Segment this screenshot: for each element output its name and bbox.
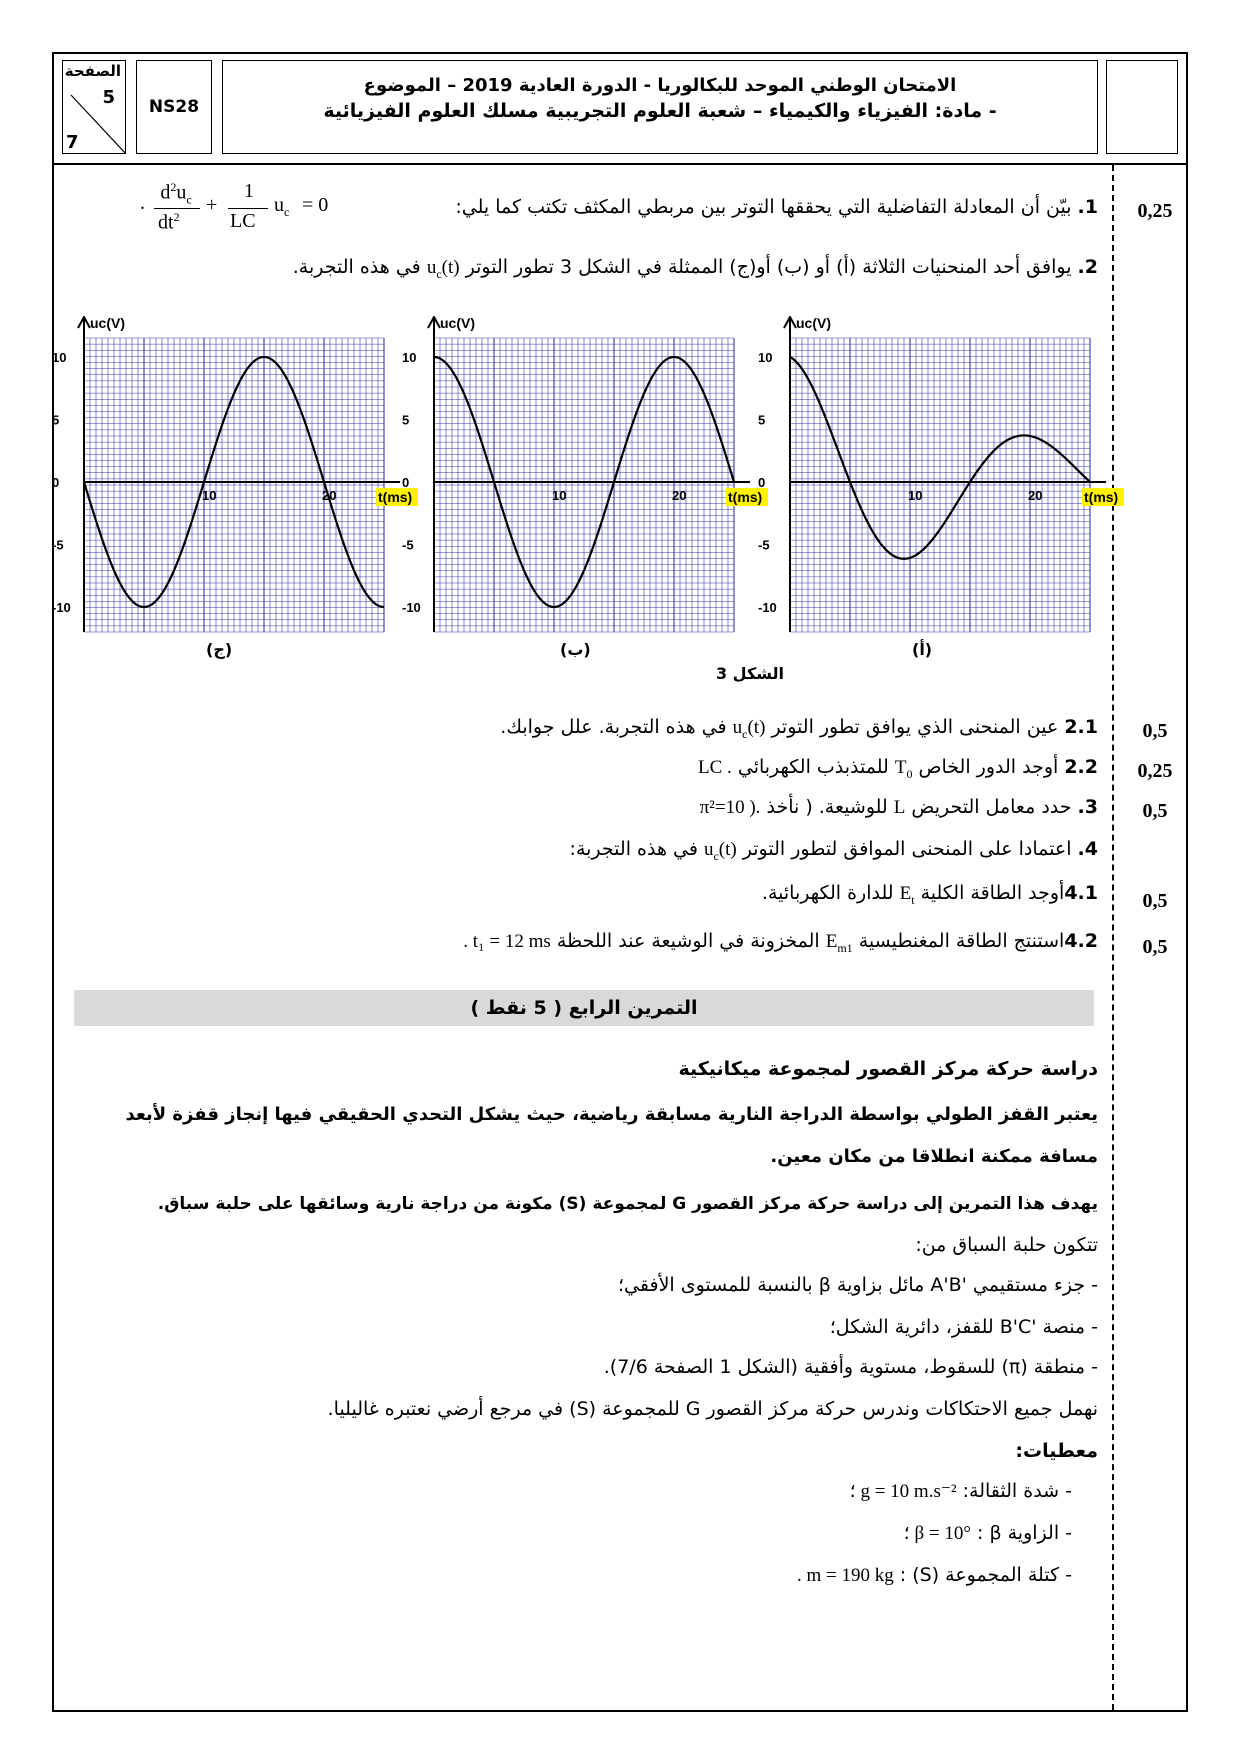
y-tick-label: -10 bbox=[52, 600, 71, 615]
y-tick-label: -5 bbox=[52, 537, 64, 553]
differential-equation: . $d^2u_c$ $dt^2$ + 1 LC $u_c$ = 0 bbox=[140, 180, 329, 234]
q4-number: 4. bbox=[1077, 838, 1098, 860]
x-axis-label: t(ms) bbox=[378, 489, 413, 505]
page-total: 7 bbox=[66, 132, 79, 153]
q21-text-b: في هذه التجربة. علل جوابك. bbox=[500, 716, 727, 738]
gravity-label: - شدة الثقالة: bbox=[962, 1480, 1072, 1502]
score-q21: 0,5 bbox=[1142, 720, 1168, 742]
y-tick-label: 10 bbox=[758, 350, 773, 365]
q2-uct: $u_c(t)$ bbox=[426, 257, 460, 281]
q1-text: بيّن أن المعادلة التفاضلية التي يحققها التوتر بين مربطي المكثف تكتب كما يلي: bbox=[455, 196, 1072, 218]
q21-number: 2.1 bbox=[1064, 716, 1098, 738]
y-tick-label: 5 bbox=[758, 412, 766, 428]
track-item-3: - منطقة (π) للسقوط، مستوية وأفقية (الشكل 1 الصفحة 7/6). bbox=[603, 1356, 1098, 1378]
question-4-2 bbox=[463, 930, 1098, 956]
q22-T0: $T_0$ bbox=[894, 757, 913, 781]
q2-text-a: يوافق أحد المنحنيات الثلاثة (أ) أو (ب) أو(ج) الممثلة في الشكل 3 تطور التوتر bbox=[465, 256, 1072, 278]
y-tick-label: 0 bbox=[52, 475, 60, 490]
eq-zero: = 0 bbox=[302, 194, 329, 216]
y-tick-label: -10 bbox=[402, 600, 421, 615]
data-angle bbox=[904, 1522, 1072, 1545]
figure-caption: الشكل 3 bbox=[715, 664, 785, 683]
question-4-1 bbox=[762, 882, 1098, 908]
q1-number: 1. bbox=[1077, 196, 1098, 218]
score-q1: 0,25 bbox=[1137, 200, 1173, 222]
q4-uct: $u_c(t)$ bbox=[703, 839, 737, 863]
q2-text-b: في هذه التجربة. bbox=[292, 256, 421, 278]
track-item-1: - جزء مستقيمي 'A'B مائل بزاوية β بالنسبة للمستوى الأفقي؛ bbox=[618, 1274, 1098, 1296]
graph-j bbox=[48, 316, 418, 636]
y-tick-label: 5 bbox=[402, 412, 410, 428]
exam-title bbox=[222, 60, 1098, 154]
y-tick-label: 0 bbox=[402, 475, 410, 490]
q41-number: 4.1 bbox=[1064, 882, 1098, 904]
q21-text-a: عين المنحنى الذي يوافق تطور التوتر bbox=[771, 716, 1059, 738]
data-title: معطيات: bbox=[1015, 1440, 1098, 1462]
mass-value: . m = 190 kg bbox=[796, 1565, 894, 1586]
score-q42: 0,5 bbox=[1142, 936, 1168, 958]
question-2-1 bbox=[500, 716, 1098, 742]
exam-code: NS28 bbox=[136, 60, 212, 154]
q4-text-b: في هذه التجربة: bbox=[569, 838, 698, 860]
q42-text-b: المخزونة في الوشيعة عند اللحظة bbox=[556, 930, 820, 952]
track-item-2: - منصة 'B'C للقفز، دائرية الشكل؛ bbox=[829, 1316, 1098, 1338]
y-tick-label: -5 bbox=[758, 537, 770, 553]
graph-a-label: (أ) bbox=[912, 640, 933, 659]
eq-dt2: dt bbox=[158, 211, 174, 234]
q21-uct: $u_c(t)$ bbox=[732, 717, 766, 741]
q22-text-b: للمتذبذب الكهربائي bbox=[737, 756, 889, 778]
x-axis-label: t(ms) bbox=[728, 489, 763, 505]
score-q3: 0,5 bbox=[1142, 800, 1168, 822]
eq-one: 1 bbox=[244, 180, 254, 202]
q42-t1: . t₁ = 12 ms bbox=[463, 931, 551, 952]
q22-number: 2.2 bbox=[1064, 756, 1098, 778]
x-tick-label: 10 bbox=[908, 488, 923, 503]
q3-text-b: للوشيعة. ( نأخذ bbox=[766, 796, 888, 818]
score-q22: 0,25 bbox=[1137, 760, 1173, 782]
question-2 bbox=[293, 256, 1098, 282]
q42-Em1: $E_{m1}$ bbox=[825, 931, 853, 955]
q3-text-a: حدد معامل التحريض bbox=[911, 796, 1072, 818]
q42-number: 4.2 bbox=[1064, 930, 1098, 952]
title-line-2: - مادة: الفيزياء والكيمياء – شعبة العلوم التجريبية مسلك العلوم الفيزيائية bbox=[323, 100, 997, 122]
data-mass bbox=[797, 1564, 1072, 1587]
q3-L: L bbox=[893, 797, 906, 818]
x-axis-label: t(ms) bbox=[1084, 489, 1119, 505]
graph-b bbox=[398, 316, 768, 636]
angle-label: - الزاوية β : bbox=[976, 1522, 1072, 1544]
mass-label: - كتلة المجموعة (S) : bbox=[899, 1564, 1072, 1586]
intro-line-1: يعتبر القفز الطولي بواسطة الدراجة النارية مسابقة رياضية، حيث يشكل التحدي الحقيقي فيها إنجاز قفزة لأبعد bbox=[125, 1104, 1098, 1125]
q22-text-a: أوجد الدور الخاص bbox=[918, 756, 1059, 778]
aim-paragraph: يهدف هذا التمرين إلى دراسة حركة مركز القصور G لمجموعة (S) مكونة من دراجة نارية وسائقها على حلبة سباق. bbox=[157, 1194, 1098, 1214]
q3-pi: π²=10 ). bbox=[699, 797, 761, 818]
page-number: 5 bbox=[102, 87, 115, 108]
x-tick-label: 20 bbox=[672, 488, 687, 503]
gravity-value: ؛ g = 10 m.s⁻² bbox=[849, 1481, 957, 1502]
q2-number: 2. bbox=[1077, 256, 1098, 278]
y-axis-label: uc(V) bbox=[90, 316, 125, 331]
graph-b-label: (ب) bbox=[560, 640, 591, 659]
exercise-banner: التمرين الرابع ( 5 نقط ) bbox=[74, 990, 1094, 1026]
track-intro: تتكون حلبة السباق من: bbox=[915, 1234, 1098, 1256]
question-4 bbox=[570, 838, 1098, 864]
question-2-2 bbox=[698, 756, 1098, 782]
y-tick-label: -10 bbox=[758, 600, 777, 615]
y-tick-label: 10 bbox=[52, 350, 67, 365]
q41-text-b: للدارة الكهربائية. bbox=[761, 882, 894, 904]
q41-Et: $E_t$ bbox=[899, 883, 915, 907]
exercise-title: دراسة حركة مركز القصور لمجموعة ميكانيكية bbox=[678, 1058, 1098, 1080]
eq-lc: LC bbox=[230, 210, 256, 232]
y-tick-label: 5 bbox=[52, 412, 60, 428]
y-axis-label: uc(V) bbox=[796, 316, 831, 331]
x-tick-label: 10 bbox=[552, 488, 567, 503]
intro-line-2: مسافة ممكنة انطلاقا من مكان معين. bbox=[770, 1146, 1098, 1167]
header-empty-box bbox=[1106, 60, 1178, 154]
data-gravity bbox=[850, 1480, 1072, 1503]
neglect-paragraph: نهمل جميع الاحتكاكات وندرس حركة مركز القصور G للمجموعة (S) في مرجع أرضي نعتبره غاليليا. bbox=[327, 1398, 1098, 1420]
q42-text-a: استنتج الطاقة المغنطيسية bbox=[858, 930, 1065, 952]
y-tick-label: 0 bbox=[758, 475, 766, 490]
y-tick-label: -5 bbox=[402, 537, 414, 553]
page-label: الصفحة bbox=[64, 62, 121, 80]
q22-lc: LC . bbox=[698, 757, 732, 778]
eq-u: u bbox=[274, 194, 284, 216]
question-1 bbox=[455, 196, 1098, 218]
y-tick-label: 10 bbox=[402, 350, 417, 365]
question-3 bbox=[700, 796, 1098, 819]
q3-number: 3. bbox=[1077, 796, 1098, 818]
eq-d2: d bbox=[160, 181, 171, 204]
q41-text-a: أوجد الطاقة الكلية bbox=[920, 882, 1065, 904]
page-number-box bbox=[62, 60, 126, 154]
x-tick-label: 20 bbox=[1028, 488, 1043, 503]
angle-value: ؛ β = 10° bbox=[903, 1523, 971, 1544]
graph-j-label: (ج) bbox=[206, 640, 233, 659]
y-axis-label: uc(V) bbox=[440, 316, 475, 331]
title-line-1: الامتحان الوطني الموحد للبكالوريا - الدورة العادية 2019 – الموضوع bbox=[363, 75, 957, 96]
q4-text-a: اعتمادا على المنحنى الموافق لتطور التوتر bbox=[742, 838, 1072, 860]
score-q41: 0,5 bbox=[1142, 890, 1168, 912]
graph-a bbox=[754, 316, 1124, 636]
header-divider bbox=[52, 163, 1188, 165]
x-tick-label: 20 bbox=[322, 488, 337, 503]
x-tick-label: 10 bbox=[202, 488, 217, 503]
